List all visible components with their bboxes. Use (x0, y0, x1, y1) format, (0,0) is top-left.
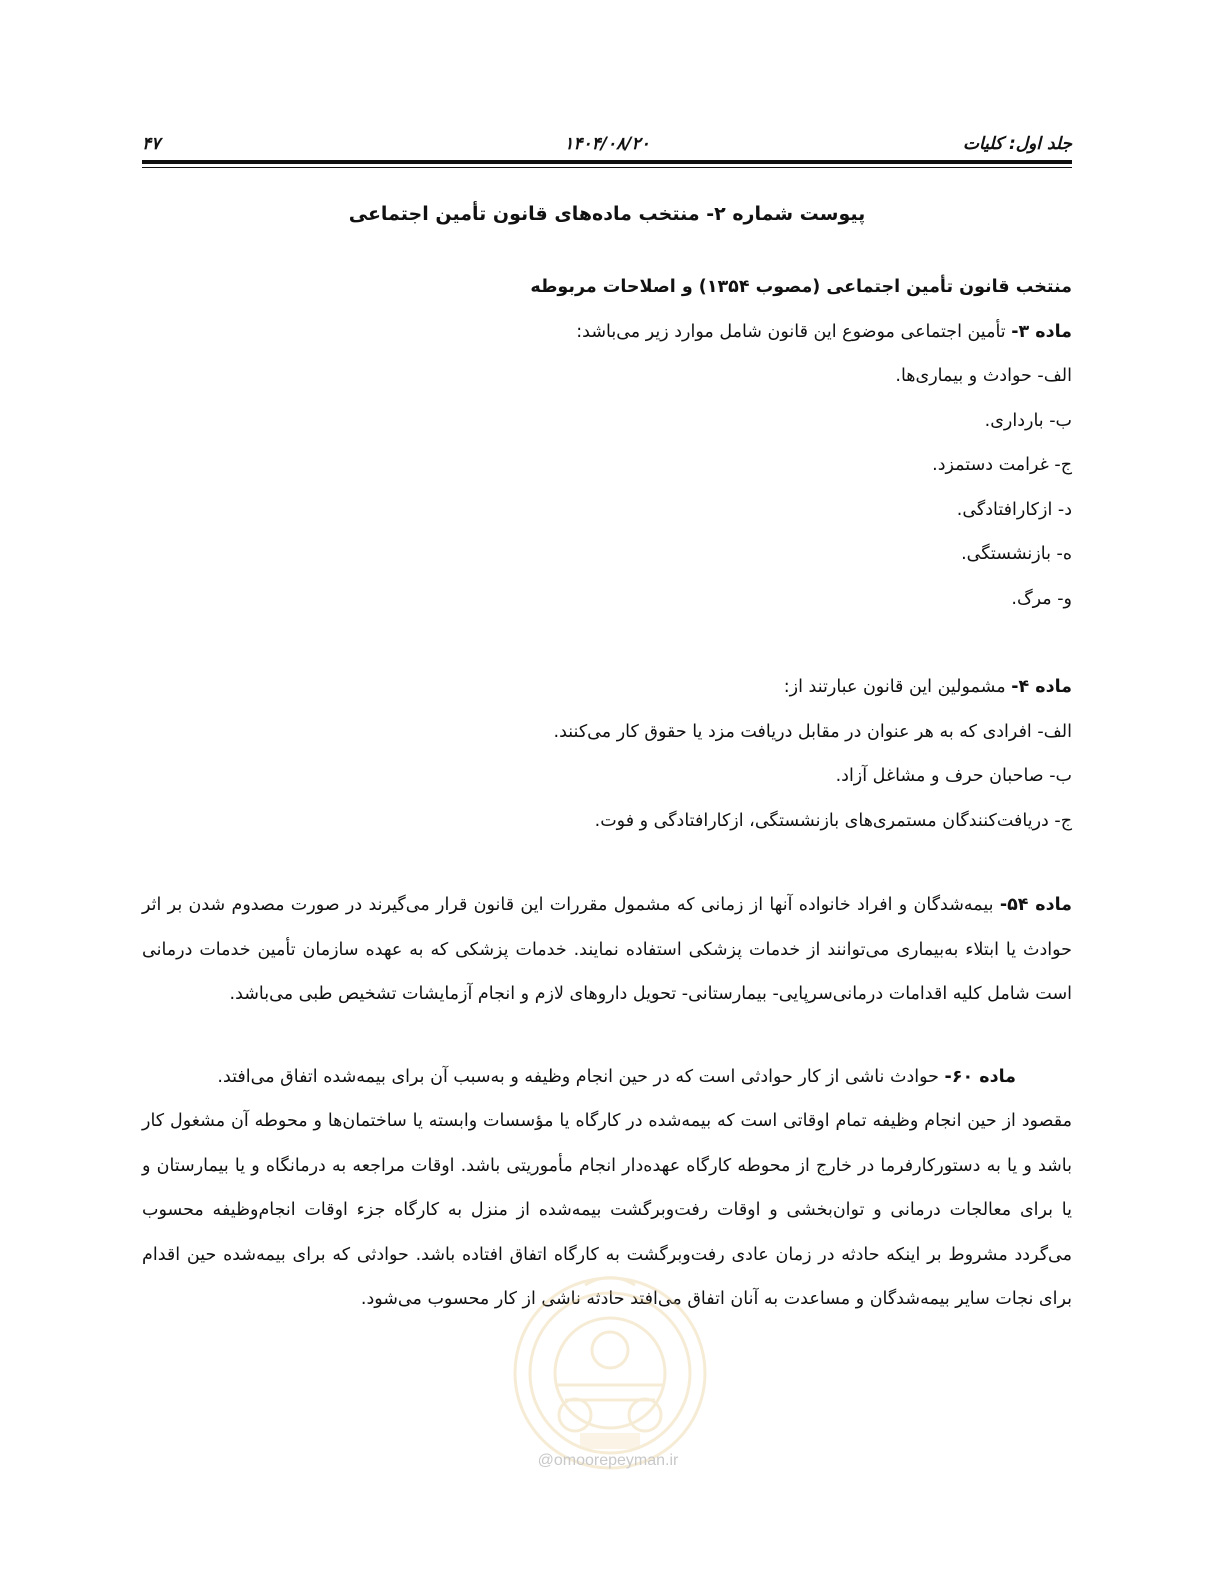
header-date: ۱۴۰۴/۰۸/۲۰ (564, 134, 650, 154)
article-60-intro (142, 1055, 1072, 1100)
list-item: ج- غرامت دستمزد. (932, 455, 1072, 475)
article-3-label: ماده ۳- (1011, 321, 1072, 342)
document-body (142, 265, 1072, 1322)
list-item: د- ازکارافتادگی. (956, 499, 1072, 520)
watermark-url: @omoorepeyman.ir (537, 1452, 679, 1469)
header-rule-thin (142, 167, 1072, 168)
article-54-text: بیمه‌شدگان و افراد خانواده آنها از زمانی که مشمول مقررات این قانون قرار می‌گیرند در صورت مصدوم شدن بر اثر حوادث یا ابتلاء به‌بیماری می‌توانند از خدمات پزشکی استفاده نمایند. خدمات پزشکی که به عهده سازمان تأمین خدمات درمانی است شامل کلیه اقدامات درمانی‌سرپایی- بیمارستانی- تحویل داروهای لازم و انجام آزمایشات تشخیص طبی می‌باشد. (142, 895, 1072, 1004)
article-60-label: ماده ۶۰- (944, 1066, 1016, 1087)
list-item: ب- بارداری. (984, 410, 1072, 431)
spacer (142, 843, 1072, 883)
article-3-intro (142, 310, 1072, 355)
article-54-paragraph (142, 883, 1072, 1017)
article-4-label: ماده ۴- (1011, 677, 1072, 697)
list-item: الف- افرادی که به هر عنوان در مقابل دریافت مزد یا حقوق کار می‌کنند. (553, 721, 1072, 742)
article-4-text: مشمولین این قانون عبارتند از: (783, 677, 1012, 697)
article-54-label: ماده ۵۴- (999, 895, 1073, 915)
list-item: ه- بازنشستگی. (961, 544, 1072, 564)
page-number: ۴۷ (142, 134, 161, 154)
list-item: ج- دریافت‌کنندگان مستمری‌های بازنشستگی، ازکارافتادگی و فوت. (594, 810, 1072, 831)
law-heading: منتخب قانون تأمین اجتماعی (مصوب ۱۳۵۴) و اصلاحات مربوطه (530, 277, 1072, 297)
article-60-text: حوادث ناشی از کار حوادثی است که در حین انجام وظیفه و به‌سبب آن برای بیمه‌شده اتفاق می‌افتد. (217, 1066, 945, 1087)
header-rule-thick (142, 160, 1072, 164)
page-header (142, 128, 1072, 162)
list-item: و- مرگ. (1011, 588, 1072, 609)
list-item: الف- حوادث و بیماری‌ها. (895, 366, 1072, 386)
list-item: ب- صاحبان حرف و مشاغل آزاد. (835, 766, 1072, 786)
volume-title: جلد اول: کلیات (962, 134, 1072, 154)
article-60-paragraph: مقصود از حین انجام وظیفه تمام اوقاتی است که بیمه‌شده در کارگاه یا مؤسسات وابسته یا ساختمان‌ها و محوطه آن مشغول کار باشد و یا به دستورکارفرما در خارج از محوطه کارگاه عهده‌دار انجام مأموریتی باشد. اوقات مراجعه به درمانگاه و یا بیمارستان و یا برای معالجات درمانی و توان‌بخشی و اوقات رفت‌وبرگشت بیمه‌شده از منزل به کارگاه جزء اوقات انجام‌وظیفه محسوب می‌گردد مشروط بر اینکه حادثه در زمان عادی رفت‌وبرگشت به کارگاه اتفاق افتاده باشد. حوادثی که برای بیمه‌شده حین اقدام برای نجات سایر بیمه‌شدگان و مساعدت به آنان اتفاق می‌افتد حادثه ناشی از کار محسوب می‌شود. (142, 1111, 1072, 1309)
article-4-intro (142, 665, 1072, 710)
spacer (142, 621, 1072, 665)
appendix-title: پیوست شماره ۲- منتخب ماده‌های قانون تأمین اجتماعی (348, 203, 866, 225)
article-3-text: تأمین اجتماعی موضوع این قانون شامل موارد زیر می‌باشد: (576, 321, 1012, 342)
spacer (142, 1017, 1072, 1055)
